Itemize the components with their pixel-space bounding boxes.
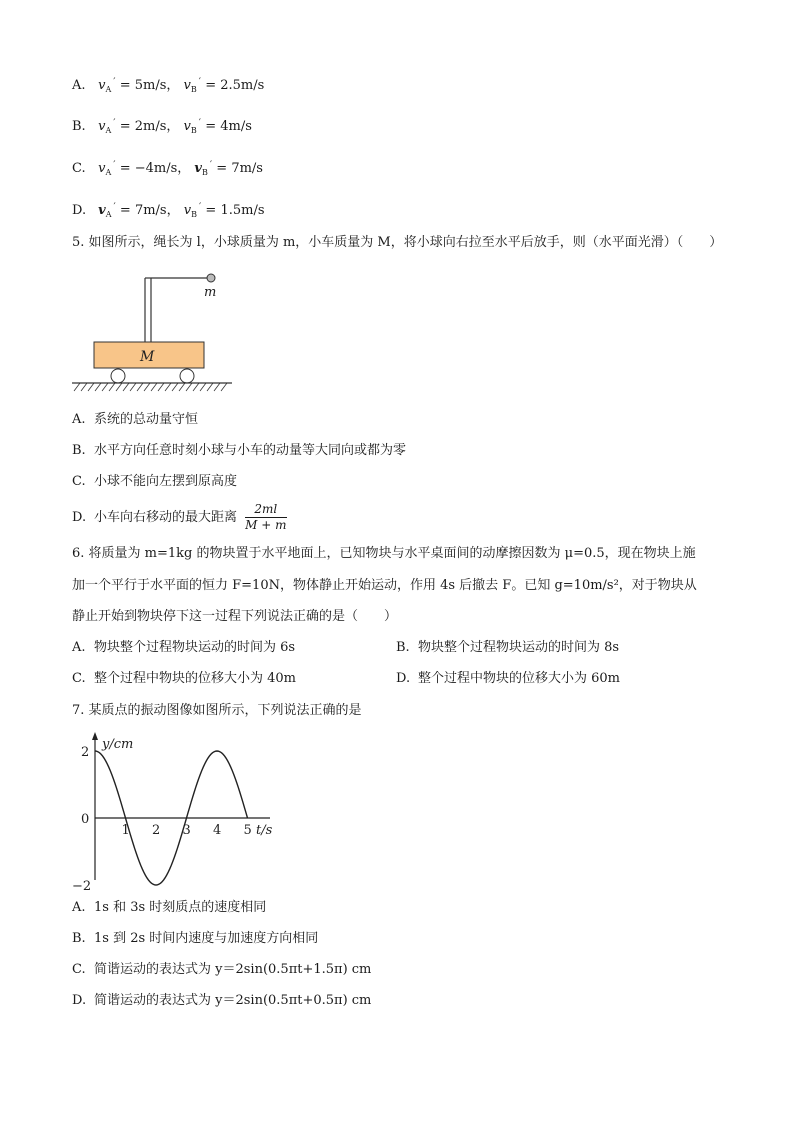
- q6-stem-line3: 静止开始到物块停下这一过程下列说法正确的是（ ）: [72, 609, 398, 624]
- x-tick-label: 2: [152, 823, 161, 838]
- option-letter: A.: [72, 412, 86, 427]
- x-tick-label: 1: [121, 823, 130, 838]
- option-letter: C.: [72, 962, 86, 977]
- q5-option-a: [72, 411, 198, 429]
- q7-option-b: [72, 930, 318, 948]
- option-letter: D.: [396, 671, 411, 686]
- cart-label: M: [140, 349, 155, 365]
- q7-option-a: [72, 899, 266, 917]
- q4-a-va: 5m/s: [134, 78, 167, 93]
- wheel: [111, 369, 125, 383]
- q4-c-vb: 7m/s: [231, 161, 263, 176]
- q5-cart-figure: [70, 270, 240, 395]
- q4-option-c: C. $v_A' = -4m/s$， $v_B' = 7m/s$: [72, 160, 263, 177]
- x-axis-label: t/s: [256, 823, 273, 838]
- q4-c-va: −4m/s: [134, 161, 178, 176]
- q4-a-vb: 2.5m/s: [220, 78, 265, 93]
- wheel: [180, 369, 194, 383]
- option-letter: C.: [72, 671, 86, 686]
- option-text: 整个过程中物块的位移大小为 40m: [94, 671, 297, 686]
- x-tick-label: 5: [243, 823, 252, 838]
- q6-stem-line1: 6. 将质量为 m=1kg 的物块置于水平地面上，已知物块与水平桌面间的动摩擦因数为 μ=0.5，现在物块上施: [72, 546, 696, 561]
- option-letter: B.: [72, 443, 86, 458]
- q6-option-d: [396, 670, 620, 688]
- option-letter: D.: [72, 203, 87, 218]
- q7-option-d: [72, 992, 371, 1010]
- option-text: 简谐运动的表达式为 y＝2sin(0.5πt+1.5π) cm: [94, 962, 372, 977]
- q6-option-b: [396, 639, 619, 657]
- y-axis-arrow: [92, 732, 98, 740]
- option-text: 1s 到 2s 时间内速度与加速度方向相同: [94, 931, 319, 946]
- q6-option-a: [72, 639, 295, 657]
- q7-stem: 7. 某质点的振动图像如图所示，下列说法正确的是: [72, 703, 362, 718]
- option-letter: D.: [72, 510, 87, 525]
- q6-option-c: [72, 670, 296, 688]
- q4-d-va: 7m/s: [134, 203, 167, 218]
- option-text: 小车向右移动的最大距离: [94, 510, 238, 525]
- y-tick-label: −2: [72, 879, 92, 890]
- x-tick-label: 4: [213, 823, 222, 838]
- ball: [207, 274, 215, 282]
- fraction-denominator: M + m: [245, 518, 287, 532]
- option-text: 系统的总动量守恒: [94, 412, 199, 427]
- y-tick-label: 2: [81, 745, 90, 760]
- option-letter: B.: [72, 119, 86, 134]
- fraction-numerator: 2ml: [245, 502, 286, 518]
- q5-stem: 5. 如图所示，绳长为 l，小球质量为 m，小车质量为 M，将小球向右拉至水平后放手，则（水平面光滑）（ ）: [72, 235, 723, 250]
- x-tick-label: 3: [182, 823, 191, 838]
- option-letter: D.: [72, 993, 87, 1008]
- q4-option-a: A. $v_A' = 5m/s$， $v_B' = 2.5m/s$: [72, 77, 265, 94]
- option-text: 简谐运动的表达式为 y＝2sin(0.5πt+0.5π) cm: [94, 993, 372, 1008]
- option-text: 小球不能向左摆到原高度: [94, 474, 238, 489]
- option-letter: A.: [72, 640, 86, 655]
- oscillation-chart: [70, 730, 290, 890]
- option-letter: C.: [72, 474, 86, 489]
- q4-b-vb: 4m/s: [220, 119, 252, 134]
- option-text: 整个过程中物块的位移大小为 60m: [418, 671, 621, 686]
- option-text: 1s 和 3s 时刻质点的速度相同: [94, 900, 267, 915]
- q4-option-d: D. $v_A' = 7m/s$， $v_B' = 1.5m/s$: [72, 202, 265, 219]
- option-text: 水平方向任意时刻小球与小车的动量等大同向或都为零: [94, 443, 407, 458]
- q5-option-d: [72, 498, 287, 538]
- option-letter: A.: [72, 78, 86, 93]
- option-letter: B.: [396, 640, 410, 655]
- y-axis-label: y/cm: [102, 737, 134, 752]
- q4-option-b: B. $v_A' = 2m/s$， $v_B' = 4m/s$: [72, 118, 252, 135]
- q4-b-va: 2m/s: [134, 119, 167, 134]
- option-letter: B.: [72, 931, 86, 946]
- q5-option-c: [72, 473, 237, 491]
- option-letter: C.: [72, 161, 86, 176]
- ground-hatch: [74, 383, 227, 391]
- y-tick-label: 0: [81, 812, 90, 827]
- option-text: 物块整个过程物块运动的时间为 8s: [418, 640, 620, 655]
- q6-stem-line2: 加一个平行于水平面的恒力 F=10N，物体静止开始运动，作用 4s 后撤去 F。已知 g=10m/s²，对于物块从: [72, 578, 697, 593]
- ball-label: m: [204, 285, 217, 300]
- option-text: 物块整个过程物块运动的时间为 6s: [94, 640, 296, 655]
- option-letter: A.: [72, 900, 86, 915]
- q4-d-vb: 1.5m/s: [220, 203, 265, 218]
- q5-option-b: [72, 442, 406, 460]
- max-distance-fraction: [245, 502, 286, 533]
- q7-option-c: [72, 961, 371, 979]
